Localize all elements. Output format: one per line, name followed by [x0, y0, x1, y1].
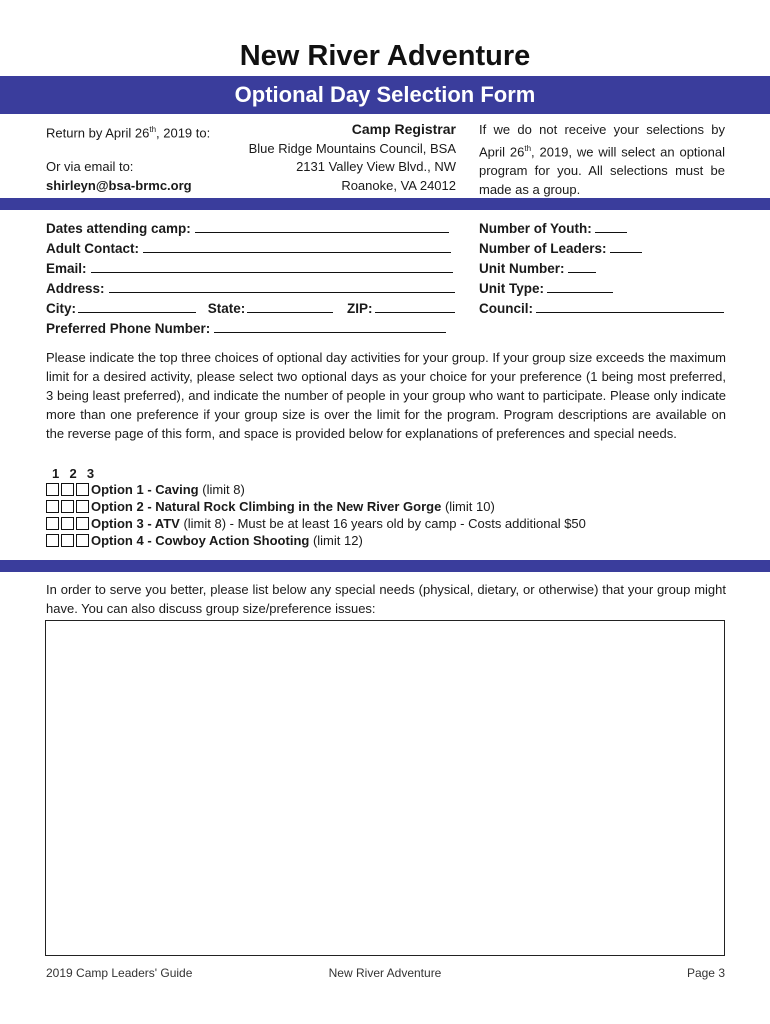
email-label: Or via email to: — [46, 159, 134, 174]
rank-3-checkbox[interactable] — [76, 517, 89, 530]
option-row: Option 2 - Natural Rock Climbing in the New River Gorge (limit 10) — [46, 499, 495, 514]
return-by-text: Return by April 26th, 2019 to: — [46, 125, 211, 141]
selection-notice: If we do not receive your selections by April 26th, 2019, we will select an optional program for you. All selections must be made as a group. — [479, 122, 725, 198]
address-line-1: Blue Ridge Mountains Council, BSA — [248, 141, 456, 156]
instructions-text: Please indicate the top three choices of optional day activities for your group. If your group size exceeds the maximum limit for a desired activity, please select two optional days as your choice for your preference (1 being most preferred, 3 being least preferred), and indicate the number of people in your group who want to participate. Please only indicate more than one preference if your group size is over the limit for the program. Program descriptions are available on the reverse page of this form, and space is provided below for explanations of preferences and special needs. — [46, 350, 726, 441]
form-banner — [0, 76, 770, 114]
rank-3-checkbox[interactable] — [76, 483, 89, 496]
rank-1-checkbox[interactable] — [46, 500, 59, 513]
rank-1-checkbox[interactable] — [46, 534, 59, 547]
page-title: New River Adventure — [239, 40, 531, 72]
footer-title: New River Adventure — [328, 966, 442, 980]
unit-number-field[interactable]: Unit Number: — [479, 260, 596, 276]
rank-1-checkbox[interactable] — [46, 483, 59, 496]
option-row: Option 1 - Caving (limit 8) — [46, 482, 245, 497]
rank-1-checkbox[interactable] — [46, 517, 59, 530]
address-line-2: 2131 Valley View Blvd., NW — [296, 159, 456, 174]
unit-type-field[interactable]: Unit Type: — [479, 280, 613, 296]
rank-2-checkbox[interactable] — [61, 500, 74, 513]
divider-bar — [0, 560, 770, 572]
address-line-3: Roanoke, VA 24012 — [341, 178, 456, 193]
adult-contact-field[interactable]: Adult Contact: — [46, 240, 451, 256]
form-subtitle: Optional Day Selection Form — [234, 82, 536, 107]
page-number: Page 3 — [686, 966, 725, 980]
city-state-zip-field[interactable]: City: State: ZIP: — [46, 300, 455, 316]
email-field[interactable]: Email: — [46, 260, 453, 276]
rank-2-checkbox[interactable] — [61, 534, 74, 547]
special-needs-textbox[interactable] — [45, 620, 725, 956]
footer-guide: 2019 Camp Leaders' Guide — [46, 966, 193, 980]
special-needs-prompt: In order to serve you better, please list below any special needs (physical, dietary, or otherwise) that your group might have. You can also discuss group size/preference issues: — [46, 582, 726, 616]
rank-3-checkbox[interactable] — [76, 534, 89, 547]
rank-3-checkbox[interactable] — [76, 500, 89, 513]
rank-2-checkbox[interactable] — [61, 517, 74, 530]
youth-count-field[interactable]: Number of Youth: — [479, 220, 627, 236]
rank-2-checkbox[interactable] — [61, 483, 74, 496]
registrar-email-link[interactable]: shirleyn@bsa-brmc.org — [46, 178, 192, 193]
option-row: Option 4 - Cowboy Action Shooting (limit 12) — [46, 533, 363, 548]
divider-bar — [0, 198, 770, 210]
option-row: Option 3 - ATV (limit 8) - Must be at least 16 years old by camp - Costs additional $50 — [46, 516, 586, 531]
address-field[interactable]: Address: — [46, 280, 455, 296]
dates-field[interactable]: Dates attending camp: — [46, 220, 449, 236]
registrar-title: Camp Registrar — [351, 121, 456, 137]
rank-header: 1 2 3 — [52, 466, 96, 481]
phone-field[interactable]: Preferred Phone Number: — [46, 320, 446, 336]
council-field[interactable]: Council: — [479, 300, 724, 316]
leader-count-field[interactable]: Number of Leaders: — [479, 240, 642, 256]
